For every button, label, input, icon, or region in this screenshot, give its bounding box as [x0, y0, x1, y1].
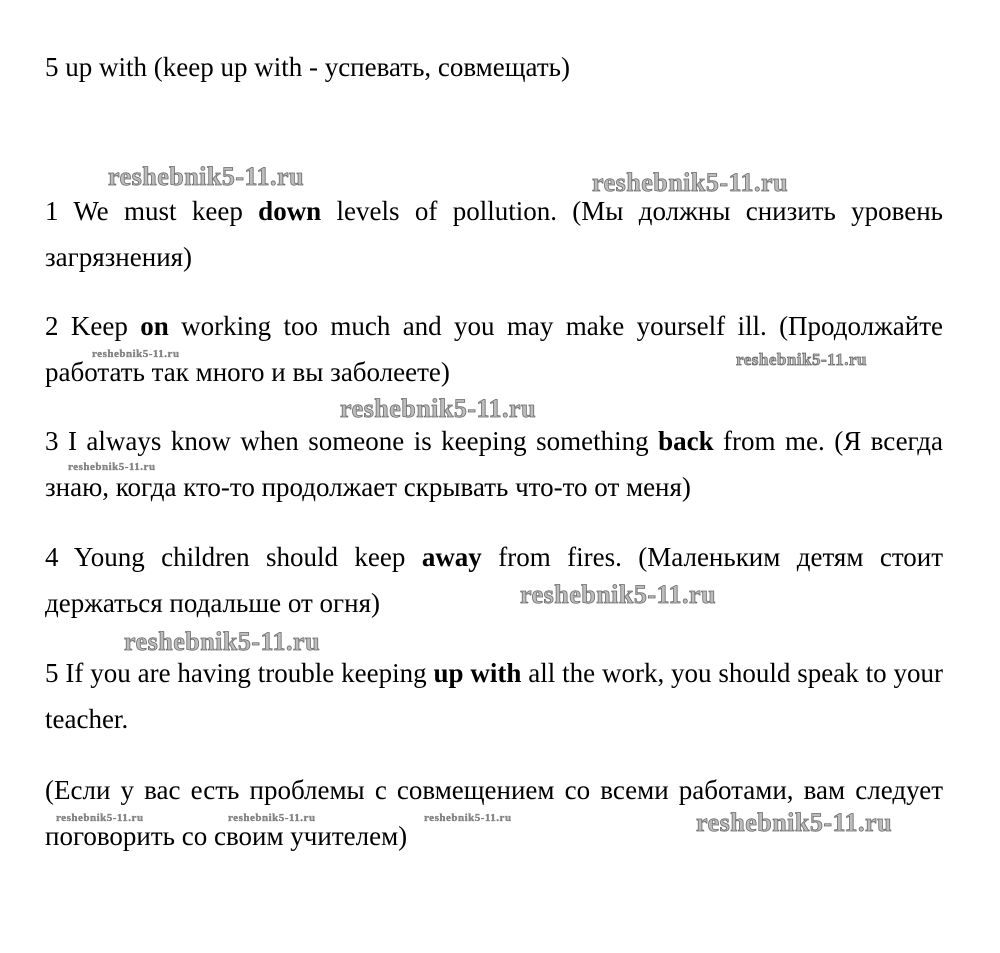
watermark: reshebnik5-11.ru — [340, 394, 537, 423]
watermark: reshebnik5-11.ru — [592, 168, 789, 197]
item-text-after: from fires. (Маленьким детям стоит держаться подальше от огня) — [45, 542, 944, 618]
exercise-item-5 — [45, 650, 943, 742]
watermark: reshebnik5-11.ru — [68, 461, 156, 473]
item-number: 2 — [45, 311, 59, 341]
item-text-after: from me. (Я всегда знаю, когда кто-то продолжает скрывать что-то от меня) — [45, 426, 943, 502]
item-answer: up with — [433, 658, 522, 688]
watermark: reshebnik5-11.ru — [520, 580, 717, 609]
watermark: reshebnik5-11.ru — [56, 812, 144, 824]
item-text-after: all the work, you should speak to your teacher. — [45, 658, 944, 734]
final-translation: (Если у вас есть проблемы с совмещением со всеми работами, вам следует поговорить со своим учителем) — [45, 775, 943, 851]
watermark: reshebnik5-11.ru — [124, 627, 321, 656]
watermark: reshebnik5-11.ru — [92, 348, 180, 360]
item-number: 1 — [45, 196, 59, 226]
item-text-before: If you are having trouble keeping — [65, 658, 434, 688]
exercise-item-1 — [45, 188, 943, 280]
item-number: 5 — [45, 658, 59, 688]
item-answer: down — [258, 196, 322, 226]
item-answer: on — [140, 311, 169, 341]
item-text-before: Young children should keep — [73, 542, 422, 572]
item-number: 4 — [45, 542, 59, 572]
item-text-before: I always know when someone is keeping something — [67, 426, 659, 456]
item-text-after: working too much and you may make yourself ill. (Продолжайте работать так много и вы заболеете) — [45, 311, 944, 387]
item-answer: away — [421, 542, 482, 572]
exercise-item-4 — [45, 534, 943, 626]
watermark: reshebnik5-11.ru — [424, 812, 512, 824]
item-answer: back — [658, 426, 714, 456]
watermark: reshebnik5-11.ru — [696, 808, 893, 837]
watermark: reshebnik5-11.ru — [228, 812, 316, 824]
item-text-before: We must keep — [73, 196, 259, 226]
header-line: 5 up with (keep up with - успевать, совмещать) — [45, 52, 570, 82]
exercise-item-3 — [45, 418, 943, 510]
watermark: reshebnik5-11.ru — [736, 350, 867, 369]
item-number: 3 — [45, 426, 59, 456]
item-text-after: levels of pollution. (Мы должны снизить уровень загрязнения) — [45, 196, 943, 272]
item-text-before: Keep — [70, 311, 141, 341]
watermark: reshebnik5-11.ru — [108, 162, 305, 191]
